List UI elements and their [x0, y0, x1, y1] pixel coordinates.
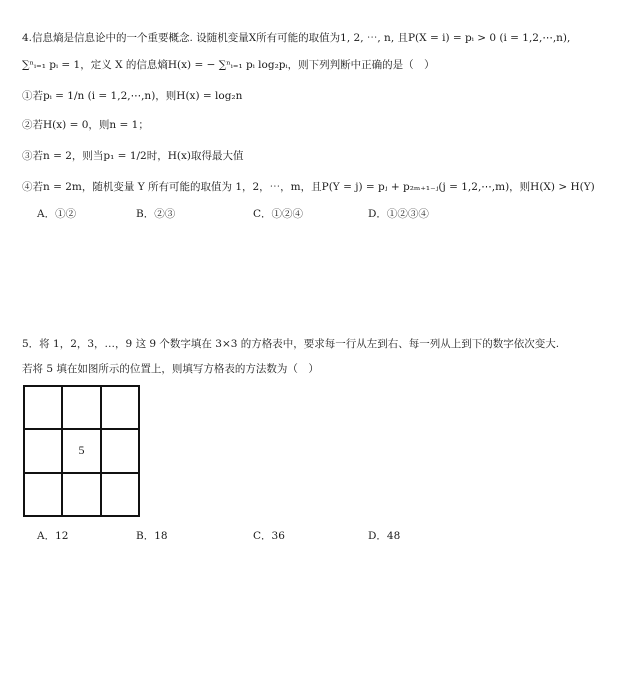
q4-statement-3: ③若n = 2，则当p₁ = 1/2时，H(x)取得最大值 [22, 150, 244, 162]
q5-stem-line1: 5．将 1，2，3，…，9 这 9 个数字填在 3×3 的方格表中，要求每一行从左到右、每一列从上到下的数字依次变大. [22, 338, 560, 350]
grid-cell-center: 5 [62, 429, 100, 472]
grid-cell [24, 386, 62, 429]
q5-option-d[interactable]: D．48 [368, 530, 401, 542]
grid-cell [62, 473, 100, 516]
grid-cell [62, 386, 100, 429]
q4-option-d[interactable]: D．①②③④ [368, 208, 429, 220]
q4-option-c[interactable]: C．①②④ [253, 208, 304, 220]
grid-cell [101, 386, 139, 429]
q4-option-a[interactable]: A．①② [37, 208, 77, 220]
grid-cell [24, 429, 62, 472]
q5-option-b[interactable]: B．18 [136, 530, 168, 542]
q5-stem-line2: 若将 5 填在如图所示的位置上，则填写方格表的方法数为（ ） [22, 363, 319, 375]
q4-stem-line2: ∑ⁿᵢ₌₁ pᵢ = 1，定义 X 的信息熵H(x) = − ∑ⁿᵢ₌₁ pᵢ log₂pᵢ，则下列判断中正确的是（ ） [22, 59, 435, 71]
q4-statement-2: ②若H(x) = 0，则n = 1； [22, 119, 149, 131]
grid-cell [101, 473, 139, 516]
grid-cell [24, 473, 62, 516]
q4-statement-1: ①若pᵢ = 1/n (i = 1,2,⋯,n)，则H(x) = log₂n [22, 90, 243, 102]
q4-statement-4: ④若n = 2m，随机变量 Y 所有可能的取值为 1，2，⋯，m，且P(Y = j) = pⱼ + p₂ₘ₊₁₋ⱼ(j = 1,2,⋯,m)，则H(X) > H(Y) [22, 181, 595, 193]
q5-option-a[interactable]: A．12 [37, 530, 69, 542]
q4-option-b[interactable]: B．②③ [136, 208, 176, 220]
number-grid-3x3 [23, 385, 140, 517]
q4-stem-line1: 4.信息熵是信息论中的一个重要概念. 设随机变量X所有可能的取值为1, 2, ⋯, n, 且P(X = i) = pᵢ > 0 (i = 1,2,⋯,n), [22, 32, 571, 44]
grid-cell [101, 429, 139, 472]
q5-option-c[interactable]: C．36 [253, 530, 285, 542]
